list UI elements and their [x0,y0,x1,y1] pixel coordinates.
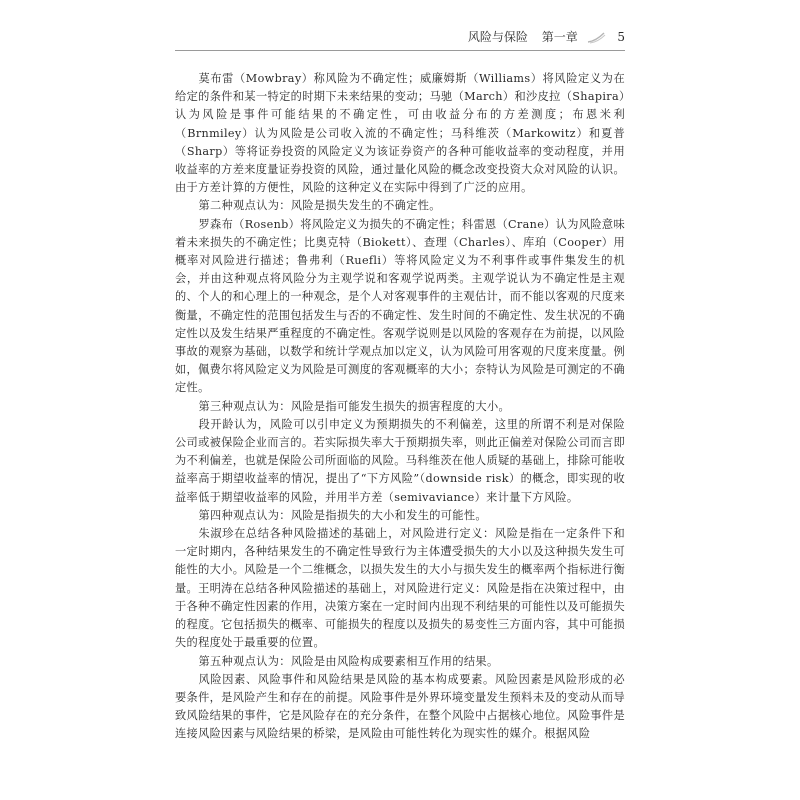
paragraph: 莫布雷（Mowbray）称风险为不确定性；威廉姆斯（Williams）将风险定义为在给定的条件和某一特定的时期下未来结果的变动；马驰（March）和沙皮拉（Shapira）认为风险是事件可能结果的不确定性，可由收益分布的方差测度；布恩米利（Brnmiley）认为风险是公司收入流的不确定性；马科维茨（Markowitz）和夏普（Sharp）等将证券投资的风险定义为该证券资产的各种可能收益率的变动程度，并用收益率的方差来度量证券投资的风险，通过量化风险的概念改变投资大众对风险的认识。由于方差计算的方便性，风险的这种定义在实际中得到了广泛的应用。 [175,72,625,195]
header-right [468,28,625,46]
paragraph: 第五种观点认为：风险是由风险构成要素相互作用的结果。 [198,654,499,668]
paragraph: 罗森布（Rosenb）将风险定义为损失的不确定性；科雷恩（Crane）认为风险意味着未来损失的不确定性；比奥克特（Biokett）、查理（Charles）、库珀（Cooper）用概率对风险进行描述；鲁弗利（Ruefli）等将风险定义为不利事件或事件集发生的机会，并由这种观点将风险分为主观学说和客观学说两类。主观学说认为不确定性是主观的、个人的和心理上的一种观念，是个人对客观事件的主观估计，而不能以客观的尺度来衡量，不确定性的范围包括发生与否的不确定性、发生时间的不确定性、发生状况的不确定性以及发生结果严重程度的不确定性。客观学说则是以风险的客观存在为前提，以风险事故的观察为基础，以数学和统计学观点加以定义，认为风险可用客观的尺度来度量。例如，佩费尔将风险定义为风险是可测度的客观概率的大小；奈特认为风险是可测定的不确定性。 [175,217,625,395]
paragraph: 第二种观点认为：风险是损失发生的不确定性。 [198,199,441,213]
running-header [175,28,625,51]
page-number: 5 [617,30,625,44]
paragraph: 朱淑珍在总结各种风险描述的基础上，对风险进行定义：风险是指在一定条件下和一定时期内，各种结果发生的不确定性导致行为主体遭受损失的大小以及这种损失发生可能性的大小。风险是一个二维概念，以损失发生的大小与损失发生的概率两个指标进行衡量。王明涛在总结各种风险描述的基础上，对风险进行定义：风险是指在决策过程中，由于各种不确定性因素的作用，决策方案在一定时间内出现不利结果的可能性以及可能损失的程度。它包括损失的概率、可能损失的程度以及损失的易变性三方面内容，其中可能损失的程度处于最重要的位置。 [175,527,625,650]
paragraph: 段开龄认为，风险可以引申定义为预期损失的不利偏差，这里的所谓不利是对保险公司或被保险企业而言的。若实际损失率大于预期损失率，则此正偏差对保险公司而言即为不利偏差，也就是保险公司所面临的风险。马科维茨在他人质疑的基础上，排除可能收益率高于期望收益率的情况，提出了“下方风险”（downside risk）的概念，即实现的收益率低于期望收益率的风险，并用半方差（semivaviance）来计量下方风险。 [175,417,625,504]
header-chapter-label: 第一章 [541,30,578,44]
body-text [175,70,625,744]
paragraph: 第四种观点认为：风险是指损失的大小和发生的可能性。 [198,508,487,522]
swoosh-ornament-icon [586,32,606,44]
paragraph: 风险因素、风险事件和风险结果是风险的基本构成要素。风险因素是风险形成的必要条件，是风险产生和存在的前提。风险事件是外界环境变量发生预料未及的变动从而导致风险结果的事件，它是风险存在的充分条件，在整个风险中占据核心地位。风险事件是连接风险因素与风险结果的桥梁，是风险由可能性转化为现实性的媒介。根据风险 [175,672,625,741]
header-section-title: 风险与保险 [467,30,528,44]
paragraph: 第三种观点认为：风险是指可能发生损失的损害程度的大小。 [198,399,511,413]
